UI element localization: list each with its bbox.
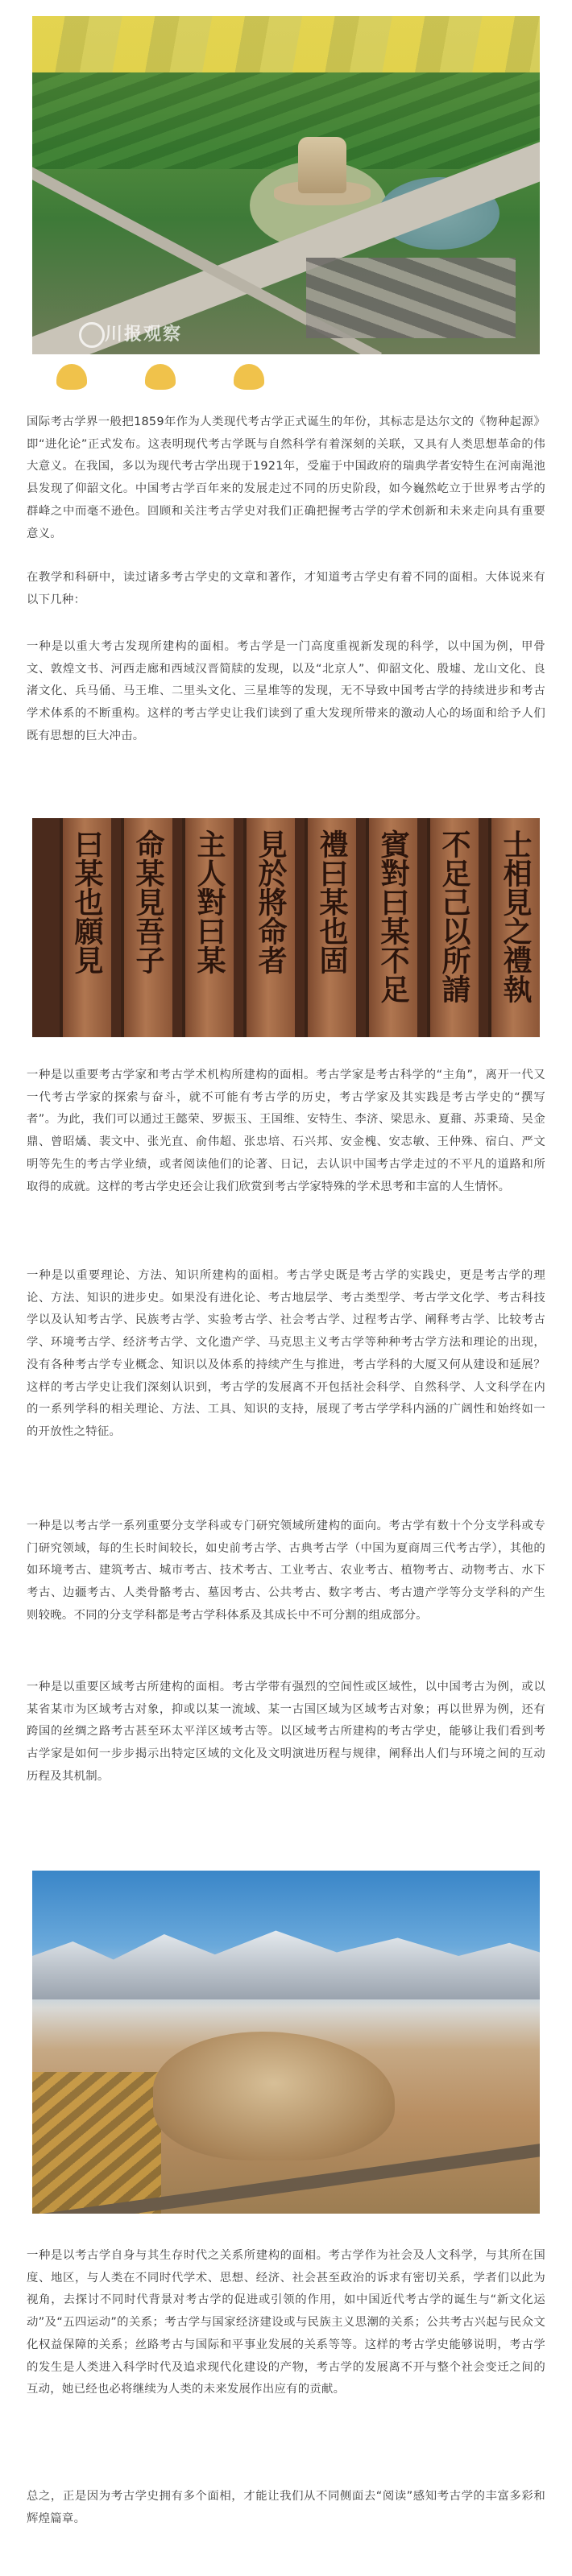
slip-text: 命某見吾子	[131, 829, 165, 974]
tree-rows	[32, 72, 540, 169]
rapeseed-field	[32, 16, 540, 72]
hero-aerial-photo	[32, 16, 540, 354]
snow-mountain-range	[32, 1927, 540, 1999]
paragraph-discoveries: 一种是以重大考古发现所建构的面相。考古学是一门高度重视新发现的科学，以中国为例，甲骨文、敦煌文书、河西走廊和西域汉晋简牍的发现，以及“北京人”、仰韶文化、殷墟、龙山文化、良渚文化、兵马俑、马王堆、二里头文化、三星堆等的发现，无不导致中国考古学的持续进步和考古学术体系的不断重构。这样的考古学史让我们读到了重大发现所带来的激动人心的场面和给予人们既有思想的巨大冲击。	[27, 640, 545, 742]
slip-text: 曰某也願見	[70, 829, 104, 974]
bamboo-slip	[427, 818, 479, 1037]
archaeological-mound	[153, 2032, 395, 2160]
paragraph-regional: 一种是以重要区域考古所建构的面相。考古学带有强烈的空间性或区域性，以中国考古为例，或以某省某市为区域考古对象，抑或以某一流域、某一古国区域为区域考古对象；再以世界为例，还有跨国的丝绸之路考古甚至环太平洋区域考古等。以区域考古所建构的考古学史，能够让我们看到考古学家是如何一步步揭示出特定区域的文化及文明演进历程与规律，阐释出人们与环境之间的互动历程及其机制。	[27, 1681, 545, 1783]
slip-text: 禮曰某也固	[315, 829, 349, 974]
bamboo-slip	[305, 818, 356, 1037]
bamboo-slip	[488, 818, 540, 1037]
decorative-dots	[56, 364, 298, 396]
bamboo-slip	[182, 818, 234, 1037]
watermark-logo-icon	[79, 322, 105, 348]
slip-text: 賓對曰某不足	[376, 829, 410, 1003]
bamboo-slip	[366, 818, 417, 1037]
paragraph-era-relations: 一种是以考古学自身与其生存时代之关系所建构的面相。考古学作为社会及人文科学，与其所在国度、地区，与人类在不同时代学术、思想、经济、社会甚至政治的诉求有密切关系，学者们以此为视角，去探讨不同时代背景对考古学的促进或引领的作用，如中国近代考古学的诞生与“新文化运动”及“五四运动”的关系；考古学与国家经济建设或与民族主义思潮的关系；公共考古兴起与民众文化权益保障的关系；丝路考古与国际和平事业发展的关系等等。这样的考古学史能够说明，考古学的发生是人类进入科学时代及追求现代化建设的产物，考古学的发展离不开与整个社会变迁之间的互动，她已经也必将继续为人类的未来发展作出应有的贡献。	[27, 2249, 545, 2396]
photo-watermark: 川报观察	[105, 325, 183, 345]
gold-dot-icon	[234, 364, 264, 390]
bamboo-slip	[60, 818, 111, 1037]
paragraph-overview: 在教学和科研中，读过诸多考古学史的文章和著作，才知道考古学史有着不同的面相。大体说来有以下几种：	[27, 571, 545, 606]
autumn-trees	[32, 2072, 161, 2214]
paragraph-subdisciplines: 一种是以考古学一系列重要分支学科或专门研究领域所建构的面向。考古学有数十个分支学科或专门研究领域，每的生长时间较长，如史前考古学、古典考古学（中国为夏商周三代考古学），其他的如环境考古、建筑考古、城市考古、技术考古、工业考古、农业考古、植物考古、动物考古、水下考古、边疆考古、人类骨骼考古、墓因考古、公共考古、数字考古、考古遗产学等分支学科的产生则较晚。不同的分支学科都是考古学科体系及其成长中不可分割的组成部分。	[27, 1520, 545, 1622]
gold-dot-icon	[145, 364, 176, 390]
slip-text: 主人對曰某	[193, 829, 226, 974]
slip-text: 不足己以所請	[437, 829, 471, 1003]
slip-text: 見於將命者	[254, 829, 288, 974]
paragraph-theories: 一种是以重要理论、方法、知识所建构的面相。考古学史既是考古学的实践史，更是考古学的理论、方法、知识的进步史。如果没有进化论、考古地层学、考古类型学、考古学文化学、考古科技学以及认知考古学、民族考古学、实验考古学、社会考古学、过程考古学、阐释考古学、比较考古学、环境考古学、经济考古学、文化遗产学、马克思主义考古学等种种考古学方法和理论的出现，没有各种考古学专业概念、知识以及体系的持续产生与推进，考古学科的大厦又何从建设和延展？这样的考古学史让我们深刻认识到，考古学的发展离不开包括社会科学、自然科学、人文科学在内的一系列学科的相关理论、方法、工具、知识的支持，展现了考古学学科内涵的广阔性和始终如一的开放性之特征。	[27, 1269, 545, 1438]
slip-text: 士相見之禮執	[499, 829, 533, 1003]
buildings	[306, 258, 516, 338]
museum-building	[298, 137, 346, 193]
bamboo-slip	[243, 818, 295, 1037]
paragraph-archaeologists: 一种是以重要考古学家和考古学术机构所建构的面相。考古学家是考古科学的“主角”，离开一代又一代考古学家的探索与奋斗，就不可能有考古学的历史，考古学家及其实践是考古学史的“撰写者”。为此，我们可以通过王懿荣、罗振玉、王国维、安特生、李济、梁思永、夏鼐、苏秉琦、吴金鼎、曾昭燏、裴文中、张光直、俞伟超、张忠培、石兴邦、安金槐、安志敏、王仲殊、宿白、严文明等先生的考古学业绩，或者阅读他们的论著、日记，去认识中国考古学走过的不平凡的道路和所取得的成就。这样的考古学史还会让我们欣赏到考古学家特殊的学术思考和丰富的人生情怀。	[27, 1069, 545, 1193]
mountain-site-photo	[32, 1871, 540, 2214]
paragraph-conclusion: 总之，正是因为考古学史拥有多个面相，才能让我们从不同侧面去“阅读”感知考古学的丰富多彩和辉煌篇章。	[27, 2490, 545, 2525]
paragraph-intro: 国际考古学界一般把1859年作为人类现代考古学正式诞生的年份，其标志是达尔文的《物种起源》即“进化论”正式发布。这表明现代考古学既与自然科学有着深刻的关联，又具有人类思想革命的伟大意义。在我国，多以为现代考古学出现于1921年，受雇于中国政府的瑞典学者安特生在河南渑池县发现了仰韶文化。中国考古学百年来的发展走过不同的历史阶段，如今巍然屹立于世界考古学的群峰之中而毫不逊色。回顾和关注考古学史对我们正确把握考古学的学术创新和未来走向具有重要意义。	[27, 416, 545, 540]
bamboo-slips-photo	[32, 818, 540, 1037]
bamboo-slip	[121, 818, 172, 1037]
gold-dot-icon	[56, 364, 87, 390]
